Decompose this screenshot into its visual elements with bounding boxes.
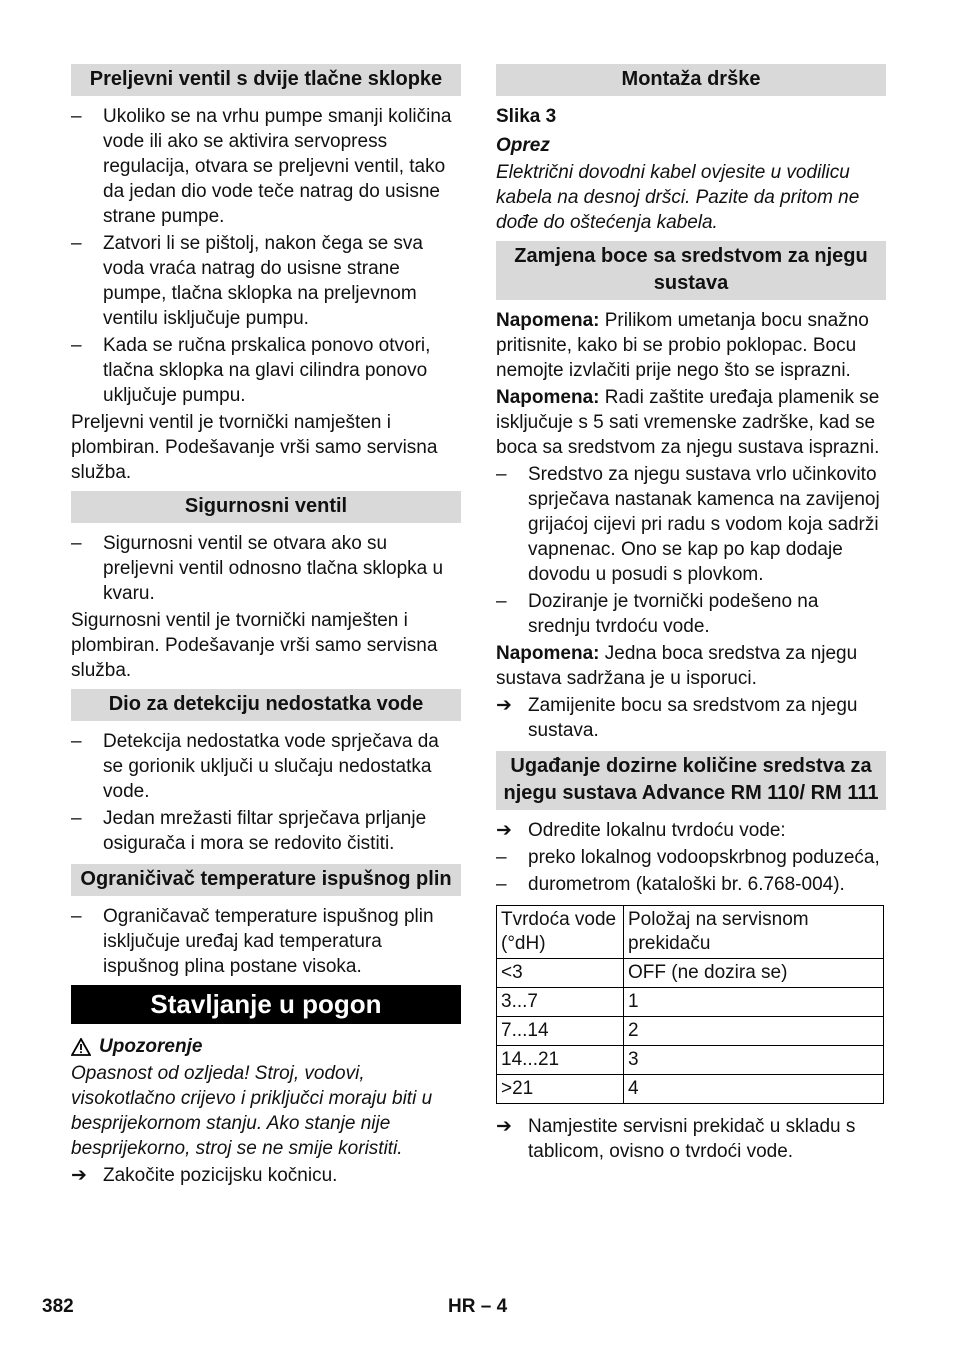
dash-marker: –: [496, 591, 507, 612]
list-safety-valve: [71, 531, 461, 606]
page-number: 382: [42, 1296, 74, 1317]
table-cell: 2: [624, 1017, 884, 1046]
table-header-row: [497, 906, 884, 959]
arrow-icon: ➔: [496, 1116, 512, 1137]
paragraph: Sigurnosni ventil je tvornički namješten i plombiran. Podešavanje vrši samo servisna služba.: [71, 610, 438, 681]
list-item: – Kada se ručna prskalica ponovo otvori, tlačna sklopka na glavi cilindra ponovo uključuje pumpu.: [71, 335, 431, 406]
table-cell: OFF (ne dozira se): [624, 959, 884, 988]
figure-reference: Slika 3: [496, 106, 557, 127]
table-cell: 7...14: [497, 1017, 624, 1046]
warning-heading: Upozorenje: [71, 1034, 461, 1059]
action-list: [71, 1163, 461, 1188]
chapter-heading: Stavljanje u pogon: [71, 985, 461, 1024]
caution-text: Električni dovodni kabel ovjesite u vodilicu kabela na desnoj dršci. Pazite da pritom ne dođe do oštećenja kabela.: [496, 162, 860, 233]
list-item: – Sigurnosni ventil se otvara ako su preljevni ventil odnosno tlačna sklopka u kvaru.: [71, 533, 444, 604]
list-item: – Sredstvo za njegu sustava vrlo učinkovito sprječava nastanak kamenca na zavijenoj grijaćoj cijevi pri radu s vodom koja sadrži vapnenac. Ono se kap po kap dodaje dovodu u posudi s plovkom.: [496, 464, 880, 585]
dash-marker: –: [71, 233, 82, 254]
language-page-label: HR – 4: [448, 1296, 508, 1317]
note: Napomena: Prilikom umetanja bocu snažno pritisnite, kako bi se probio poklopac. Bocu nemojte izvlačiti prije nego što se isprazni.: [496, 310, 869, 381]
table-row: [497, 988, 884, 1017]
list-water-detection: [71, 729, 461, 856]
list-item: – Jedan mrežasti filtar sprječava prljanje osigurača i mora se redovito čistiti.: [71, 808, 427, 854]
dash-marker: –: [71, 808, 82, 829]
note: Napomena: Jedna boca sredstva za njegu sustava sadržana je u isporuci.: [496, 643, 858, 689]
note: Napomena: Radi zaštite uređaja plamenik se isključuje s 5 sati vremenske zadrške, kad se boca sa sredstvom za njegu sustava isprazni.: [496, 387, 880, 458]
action-list: [496, 1114, 886, 1164]
dash-marker: –: [496, 874, 507, 895]
table-cell: >21: [497, 1075, 624, 1104]
table-cell: 3...7: [497, 988, 624, 1017]
list-system-care: [496, 462, 886, 639]
action-item: ➔ Namjestite servisni prekidač u skladu s tablicom, ovisno o tvrdoći vode.: [496, 1116, 856, 1162]
table-cell: <3: [497, 959, 624, 988]
action-item: ➔ Zakočite pozicijsku kočnicu.: [71, 1165, 338, 1186]
dash-marker: –: [71, 906, 82, 927]
action-list: [496, 693, 886, 743]
table-header-cell: Tvrdoća vode (°dH): [497, 906, 624, 959]
table-row: [497, 959, 884, 988]
section-heading-dosage-adjustment: Ugađanje dozirne količine sredstva za njegu sustava Advance RM 110/ RM 111: [496, 751, 886, 810]
caution-heading: Oprez: [496, 135, 550, 156]
dash-marker: –: [71, 335, 82, 356]
action-list: [496, 818, 886, 843]
list-item: – durometrom (kataloški br. 6.768-004).: [496, 874, 845, 895]
arrow-icon: ➔: [496, 695, 512, 716]
list-item: – Ograničavač temperature ispušnog plin isključuje uređaj kad temperatura ispušnog plina postane visoka.: [71, 906, 434, 977]
action-item: ➔ Odredite lokalnu tvrdoću vode:: [496, 820, 786, 841]
list-item: – Zatvori li se pištolj, nakon čega se sva voda vraća natrag do usisne strane pumpe, tlačna sklopka na preljevnom ventilu isključuje pumpu.: [71, 233, 423, 329]
section-heading-safety-valve: Sigurnosni ventil: [71, 491, 461, 523]
table-header-cell: Položaj na servisnom prekidaču: [624, 906, 884, 959]
dash-marker: –: [71, 106, 82, 127]
action-item: ➔ Zamijenite bocu sa sredstvom za njegu sustava.: [496, 695, 858, 741]
table-row: [497, 1017, 884, 1046]
paragraph: Preljevni ventil je tvornički namješten i plombiran. Podešavanje vrši samo servisna služba.: [71, 412, 438, 483]
list-exhaust-limiter: [71, 904, 461, 979]
table-cell: 4: [624, 1075, 884, 1104]
warning-icon: [71, 1038, 91, 1056]
section-heading-overflow-valve: Preljevni ventil s dvije tlačne sklopke: [71, 64, 461, 96]
warning-text: Opasnost od ozljeda! Stroj, vodovi, visokotlačno crijevo i priključci moraju biti u besprijekornom stanju. Ako stanje nije besprijekorno, stroj se ne smije koristiti.: [71, 1063, 433, 1159]
arrow-icon: ➔: [496, 820, 512, 841]
list-item: – Ukoliko se na vrhu pumpe smanji količina vode ili ako se aktivira servopress regulacija, otvara se preljevni ventil, tako da jedan dio vode teče natrag do usisne strane pumpe.: [71, 106, 452, 227]
list-overflow-valve: [71, 104, 461, 408]
list-hardness-methods: [496, 845, 886, 897]
right-column: [496, 64, 886, 1166]
dash-marker: –: [71, 533, 82, 554]
dash-marker: –: [496, 847, 507, 868]
arrow-icon: ➔: [71, 1165, 87, 1186]
section-heading-water-detection: Dio za detekciju nedostatka vode: [71, 689, 461, 721]
section-heading-exhaust-limiter: Ograničivač temperature ispušnog plin: [71, 864, 461, 896]
table-cell: 3: [624, 1046, 884, 1075]
dash-marker: –: [496, 464, 507, 485]
list-item: – preko lokalnog vodoopskrbnog poduzeća,: [496, 847, 880, 868]
list-item: – Doziranje je tvornički podešeno na srednju tvrdoću vode.: [496, 591, 819, 637]
dash-marker: –: [71, 731, 82, 752]
table-cell: 1: [624, 988, 884, 1017]
table-row: [497, 1075, 884, 1104]
section-heading-bottle-replacement: Zamjena boce sa sredstvom za njegu sustava: [496, 241, 886, 300]
table-cell: 14...21: [497, 1046, 624, 1075]
left-column: [71, 64, 461, 1190]
table-row: [497, 1046, 884, 1075]
section-heading-handle-mounting: Montaža drške: [496, 64, 886, 96]
hardness-table: [496, 905, 884, 1104]
list-item: – Detekcija nedostatka vode sprječava da se gorionik uključi u slučaju nedostatka vode.: [71, 731, 439, 802]
